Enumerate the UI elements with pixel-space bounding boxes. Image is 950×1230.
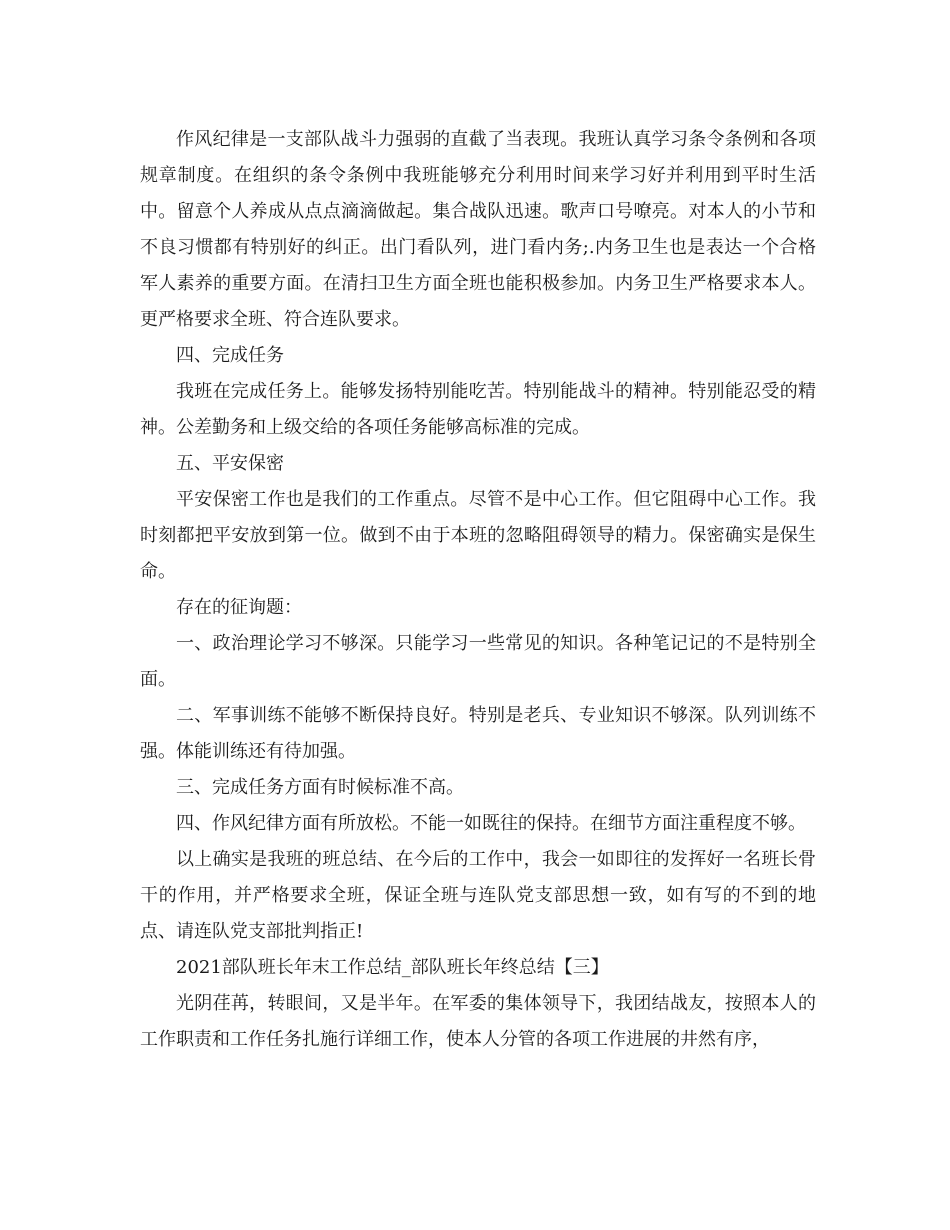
paragraph-section-three-intro: 光阴荏苒，转眼间，又是半年。在军委的集体领导下，我团结战友，按照本人的工作职责和工作任务扎施行详细工作，使本人分管的各项工作进展的井然有序， (140, 993, 816, 1050)
paragraph-discipline: 作风纪律是一支部队战斗力强弱的直截了当表现。我班认真学习条令条例和各项规章制度。在组织的条令条例中我班能够充分利用时间来学习好并利用到平时生活中。留意个人养成从点点滴滴做起。集合战队迅速。歌声口号嘹亮。对本人的小节和不良习惯都有特别好的纠正。出门看队列，进门看内务;.内务卫生也是表达一个合格军人素养的重要方面。在清扫卫生方面全班也能积极参加。内务卫生严格要求本人。更严格要求全班、符合连队要求。 (140, 129, 816, 330)
paragraph-safety-security: 平安保密工作也是我们的工作重点。尽管不是中心工作。但它阻碍中心工作。我时刻都把平安放到第一位。做到不由于本班的忽略阻碍领导的精力。保密确实是保生命。 (140, 489, 816, 582)
paragraph-problem-1: 一、政治理论学习不够深。只能学习一些常见的知识。各种笔记记的不是特别全面。 (140, 633, 816, 690)
paragraph-problem-4: 四、作风纪律方面有所放松。不能一如既往的保持。在细节方面注重程度不够。 (176, 813, 806, 834)
heading-safety-security: 五、平安保密 (176, 453, 284, 474)
paragraph-complete-tasks: 我班在完成任务上。能够发扬特别能吃苦。特别能战斗的精神。特别能忍受的精神。公差勤务和上级交给的各项任务能够高标准的完成。 (140, 381, 816, 438)
paragraph-problem-2: 二、军事训练不能够不断保持良好。特别是老兵、专业知识不够深。队列训练不强。体能训练还有待加强。 (140, 705, 816, 762)
paragraph-problem-3: 三、完成任务方面有时候标准不高。 (176, 777, 464, 798)
section-title-three: 2021部队班长年末工作总结_部队班长年终总结【三】 (176, 957, 609, 978)
paragraph-conclusion: 以上确实是我班的班总结、在今后的工作中，我会一如即往的发挥好一名班长骨干的作用，并严格要求全班，保证全班与连队党支部思想一致，如有写的不到的地点、请连队党支部批判指正! (140, 849, 816, 942)
heading-existing-problems: 存在的征询题： (176, 597, 302, 618)
heading-complete-tasks: 四、完成任务 (176, 345, 284, 366)
